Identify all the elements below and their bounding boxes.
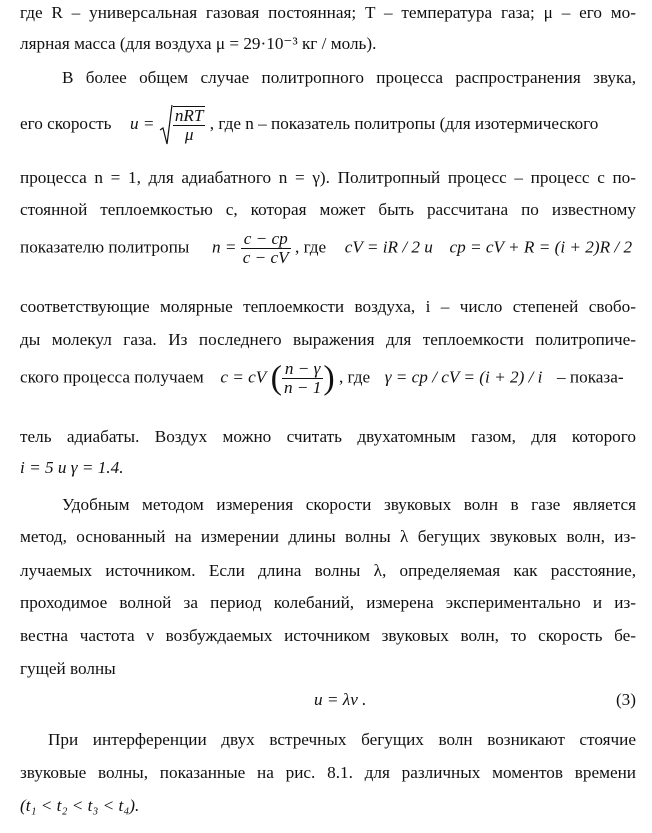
text-line: (t₁ < t₂ < t₃ < t₄).	[20, 796, 140, 815]
text-line: тель адиабаты. Воздух можно считать двухатомным газом, для которого	[20, 427, 636, 446]
sqrt-formula	[159, 104, 206, 146]
text-line: звуковые волны, показанные на рис. 8.1. для различных моментов времени	[20, 763, 636, 782]
text-line: ды молекул газа. Из последнего выражения для теплоемкости политропиче-	[20, 330, 636, 349]
formula-lhs: c = cV	[220, 367, 267, 387]
text-line-with-formula	[20, 230, 636, 278]
text-line: соответствующие молярные теплоемкости воздуха, i – число степеней свобо-	[20, 297, 636, 316]
fraction-denominator: n − 1	[283, 378, 322, 397]
text-line-with-formula	[20, 360, 636, 410]
sqrt-denominator: μ	[184, 125, 194, 144]
text-fragment: , где n – показатель политропы (для изотермического	[209, 113, 599, 133]
fraction-denominator: c − cV	[242, 248, 289, 267]
equation: u = λν .	[314, 690, 367, 709]
sqrt-numerator: nRT	[174, 106, 204, 125]
text-line: проходимое волной за период колебаний, измерена экспериментально и из-	[20, 593, 636, 612]
equation-number: (3)	[615, 690, 636, 709]
text-line: Удобным методом измерения скорости звуковых волн в газе является	[62, 495, 636, 514]
text-line: метод, основанный на измерении длины волны λ бегущих звуковых волн, из-	[20, 527, 636, 546]
text-fragment: , где	[338, 367, 371, 387]
text-line: стоянной теплоемкостью c, которая может быть рассчитана по известному	[20, 200, 636, 219]
open-paren: (	[270, 359, 282, 397]
text-line: i = 5 и γ = 1.4.	[20, 458, 124, 477]
text-fragment: – показа-	[557, 367, 624, 387]
text-line: лярная масса (для воздуха μ = 29·10⁻³ кг / моль).	[20, 34, 377, 53]
text-line: вестна частота ν возбуждаемых источником звуковых волн, то скорость бе-	[20, 626, 636, 645]
gamma-formula: γ = cp / cV = (i + 2) / i	[384, 367, 543, 387]
text-line: При интерференции двух встречных бегущих волн возникают стоячие	[48, 730, 636, 749]
heat-capacity-fraction	[282, 360, 323, 397]
equation-line	[20, 689, 636, 713]
text-fragment: его скорость	[20, 113, 112, 133]
text-fragment: показателю политропы	[20, 237, 190, 257]
text-line: процесса n = 1, для адиабатного n = γ). Политропный процесс – процесс с по-	[20, 168, 636, 187]
text-line: В более общем случае политропного процесса распространения звука,	[62, 68, 636, 87]
radical-sign-icon	[159, 104, 173, 146]
text-line: лучаемых источником. Если длина волны λ, определяемая как расстояние,	[20, 561, 636, 580]
text-fragment: , где	[294, 237, 327, 257]
fraction-numerator: n − γ	[282, 360, 323, 379]
formula-lhs: n =	[211, 237, 237, 257]
polytrope-fraction	[241, 230, 291, 267]
text-fragment: ского процесса получаем	[20, 367, 204, 387]
fraction-numerator: c − cp	[241, 230, 291, 249]
text-line: гущей волны	[20, 659, 116, 678]
formula-lhs: u =	[130, 113, 155, 133]
text-line: где R – универсальная газовая постоянная; T – температура газа; μ – его мо-	[20, 3, 636, 22]
cv-formula: cV = iR / 2 и	[344, 237, 433, 257]
close-paren: )	[323, 359, 335, 397]
text-line-with-formula	[20, 104, 636, 152]
cp-formula: cp = cV + R = (i + 2)R / 2	[449, 237, 633, 257]
